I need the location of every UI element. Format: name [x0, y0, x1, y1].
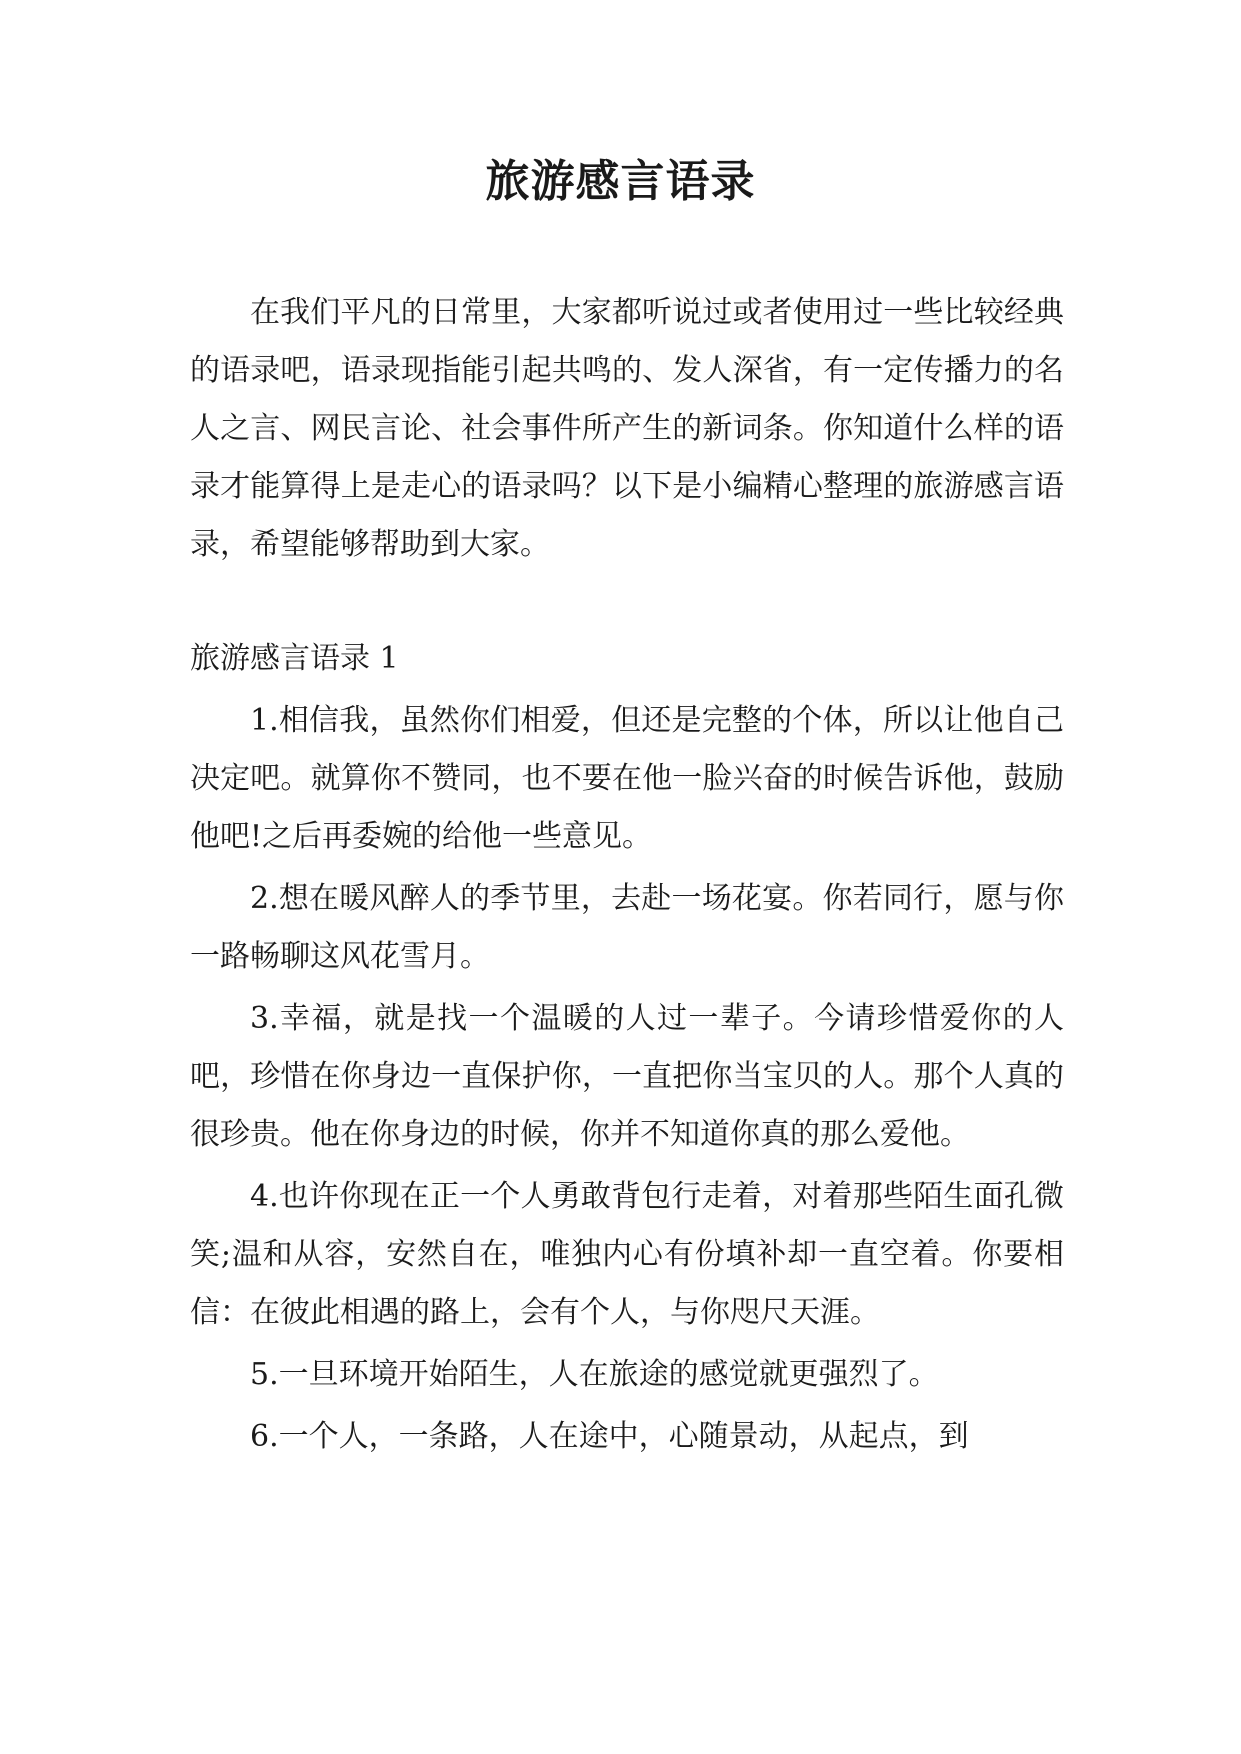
quote-paragraph-4: 4.也许你现在正一个人勇敢背包行走着，对着那些陌生面孔微笑;温和从容，安然自在，唯独内心有份填补却一直空着。你要相信：在彼此相遇的路上，会有个人，与你咫尺天涯。: [190, 1179, 1064, 1330]
quote-paragraph-6: 6.一个人，一条路，人在途中，心随景动，从起点，到: [250, 1419, 969, 1454]
quote-paragraph-5: 5.一旦环境开始陌生，人在旅途的感觉就更强烈了。: [250, 1357, 939, 1392]
intro-paragraph: 在我们平凡的日常里，大家都听说过或者使用过一些比较经典的语录吧，语录现指能引起共鸣的、发人深省，有一定传播力的名人之言、网民言论、社会事件所产生的新词条。你知道什么样的语录才能算得上是走心的语录吗？以下是小编精心整理的旅游感言语录，希望能够帮助到大家。: [190, 295, 1064, 562]
quote-paragraph-1: 1.相信我，虽然你们相爱，但还是完整的个体，所以让他自己决定吧。就算你不赞同，也不要在他一脸兴奋的时候告诉他，鼓励他吧!之后再委婉的给他一些意见。: [190, 703, 1064, 854]
document-body: [190, 284, 1064, 1470]
document-title: 旅游感言语录: [485, 156, 756, 207]
quote-paragraph-2: 2.想在暖风醉人的季节里，去赴一场花宴。你若同行，愿与你一路畅聊这风花雪月。: [190, 881, 1064, 974]
section-heading: 旅游感言语录 1: [190, 641, 399, 676]
quote-paragraph-3: 3.幸福，就是找一个温暖的人过一辈子。今请珍惜爱你的人吧，珍惜在你身边一直保护你，一直把你当宝贝的人。那个人真的很珍贵。他在你身边的时候，你并不知道你真的那么爱他。: [190, 1001, 1064, 1152]
